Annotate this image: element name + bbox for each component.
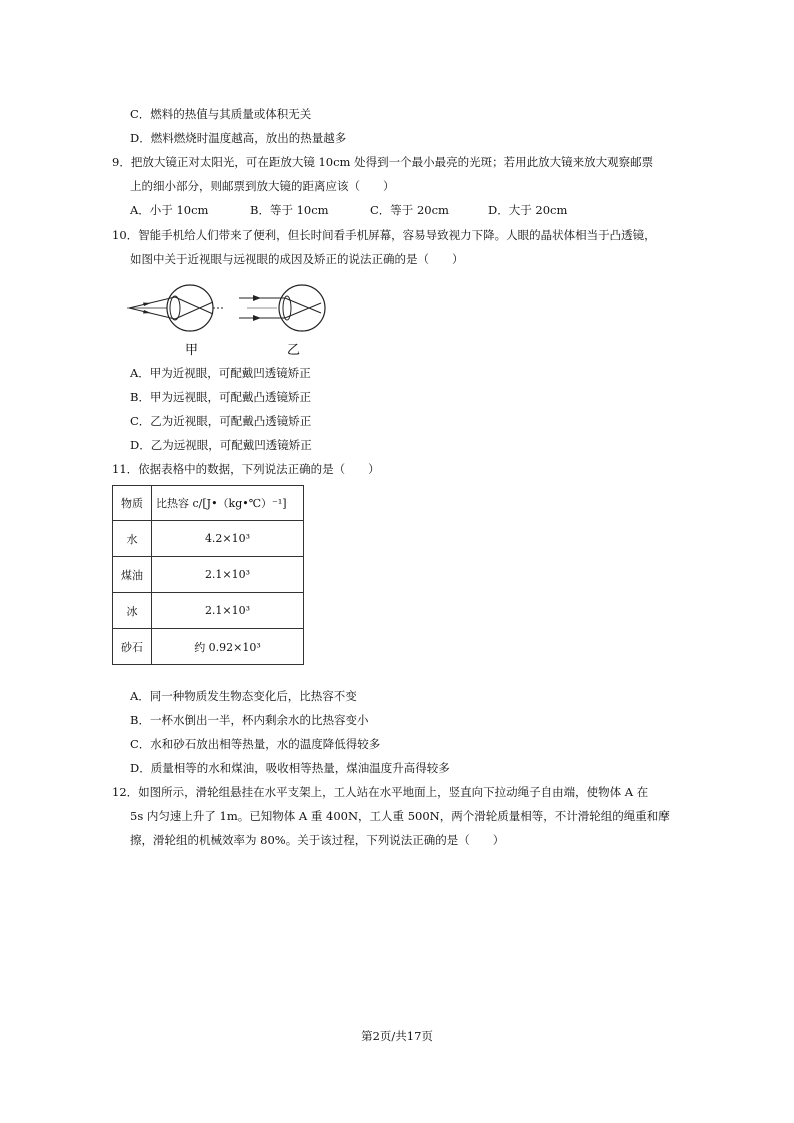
q10-stem-line2: 如图中关于近视眼与远视眼的成因及矫正的说法正确的是（ ） <box>130 252 464 266</box>
q9-options <box>0 202 794 218</box>
specific-heat-table <box>112 485 304 665</box>
table-cell-value: 2.1×10³ <box>152 557 304 593</box>
label-jia: 甲 <box>185 343 199 358</box>
q9-stem-line1: 9．把放大镜正对太阳光，可在距放大镜 10cm 处得到一个最小最亮的光斑；若用此放大镜来放大观察邮票 <box>112 155 654 169</box>
q9-option-b: B．等于 10cm <box>250 203 329 217</box>
q11-option-c: C．水和砂石放出相等热量，水的温度降低得较多 <box>130 737 381 751</box>
table-row <box>113 593 304 629</box>
table-cell-value: 约 0.92×10³ <box>152 629 304 665</box>
table-cell-substance: 水 <box>113 521 152 557</box>
table-row <box>113 629 304 665</box>
q10-option-b: B．甲为远视眼，可配戴凸透镜矫正 <box>130 390 311 404</box>
table-row <box>113 557 304 593</box>
table-header-heat-capacity: 比热容 c/[J•（kg•℃）⁻¹] <box>152 486 304 521</box>
q12-stem-line3: 擦，滑轮组的机械效率为 80%。关于该过程，下列说法正确的是（ ） <box>130 833 505 847</box>
label-yi: 乙 <box>287 343 301 358</box>
eye-jia-diagram <box>127 285 225 331</box>
table-cell-substance: 冰 <box>113 593 152 629</box>
table-header-substance: 物质 <box>113 486 152 521</box>
q9-option-c: C．等于 20cm <box>370 203 449 217</box>
table-row <box>113 521 304 557</box>
page-footer: 第2页/共17页 <box>361 1029 433 1043</box>
q11-option-d: D．质量相等的水和煤油，吸收相等热量，煤油温度升高得较多 <box>130 761 450 775</box>
q11-stem: 11．依据表格中的数据，下列说法正确的是（ ） <box>112 462 380 476</box>
table-cell-value: 2.1×10³ <box>152 593 304 629</box>
table-header-row <box>113 486 304 521</box>
q12-stem-line2: 5s 内匀速上升了 1m。已知物体 A 重 400N，工人重 500N，两个滑轮质量相等，不计滑轮组的绳重和摩 <box>130 809 670 823</box>
q10-stem-line1: 10．智能手机给人们带来了便利，但长时间看手机屏幕，容易导致视力下降。人眼的晶状体相当于凸透镜， <box>112 228 656 242</box>
q9-option-a: A．小于 10cm <box>130 203 209 217</box>
q8-option-d: D．燃料燃烧时温度越高，放出的热量越多 <box>130 131 347 145</box>
eye-diagram-figure <box>127 284 337 360</box>
eye-yi-diagram <box>239 285 325 331</box>
q10-option-c: C．乙为近视眼，可配戴凸透镜矫正 <box>130 414 312 428</box>
q10-option-d: D．乙为远视眼，可配戴凹透镜矫正 <box>130 438 312 452</box>
q9-option-d: D．大于 20cm <box>488 203 568 217</box>
table-cell-substance: 砂石 <box>113 629 152 665</box>
q12-stem-line1: 12．如图所示，滑轮组悬挂在水平支架上，工人站在水平地面上，竖直向下拉动绳子自由端，使物体 A 在 <box>112 785 649 799</box>
q9-stem-line2: 上的细小部分，则邮票到放大镜的距离应该（ ） <box>130 179 395 193</box>
q11-option-b: B．一杯水倒出一半，杯内剩余水的比热容变小 <box>130 713 369 727</box>
q10-option-a: A．甲为近视眼，可配戴凹透镜矫正 <box>130 366 311 380</box>
q8-option-c: C．燃料的热值与其质量或体积无关 <box>130 107 312 121</box>
table-cell-substance: 煤油 <box>113 557 152 593</box>
table-cell-value: 4.2×10³ <box>152 521 304 557</box>
q11-option-a: A．同一种物质发生物态变化后，比热容不变 <box>130 689 357 703</box>
